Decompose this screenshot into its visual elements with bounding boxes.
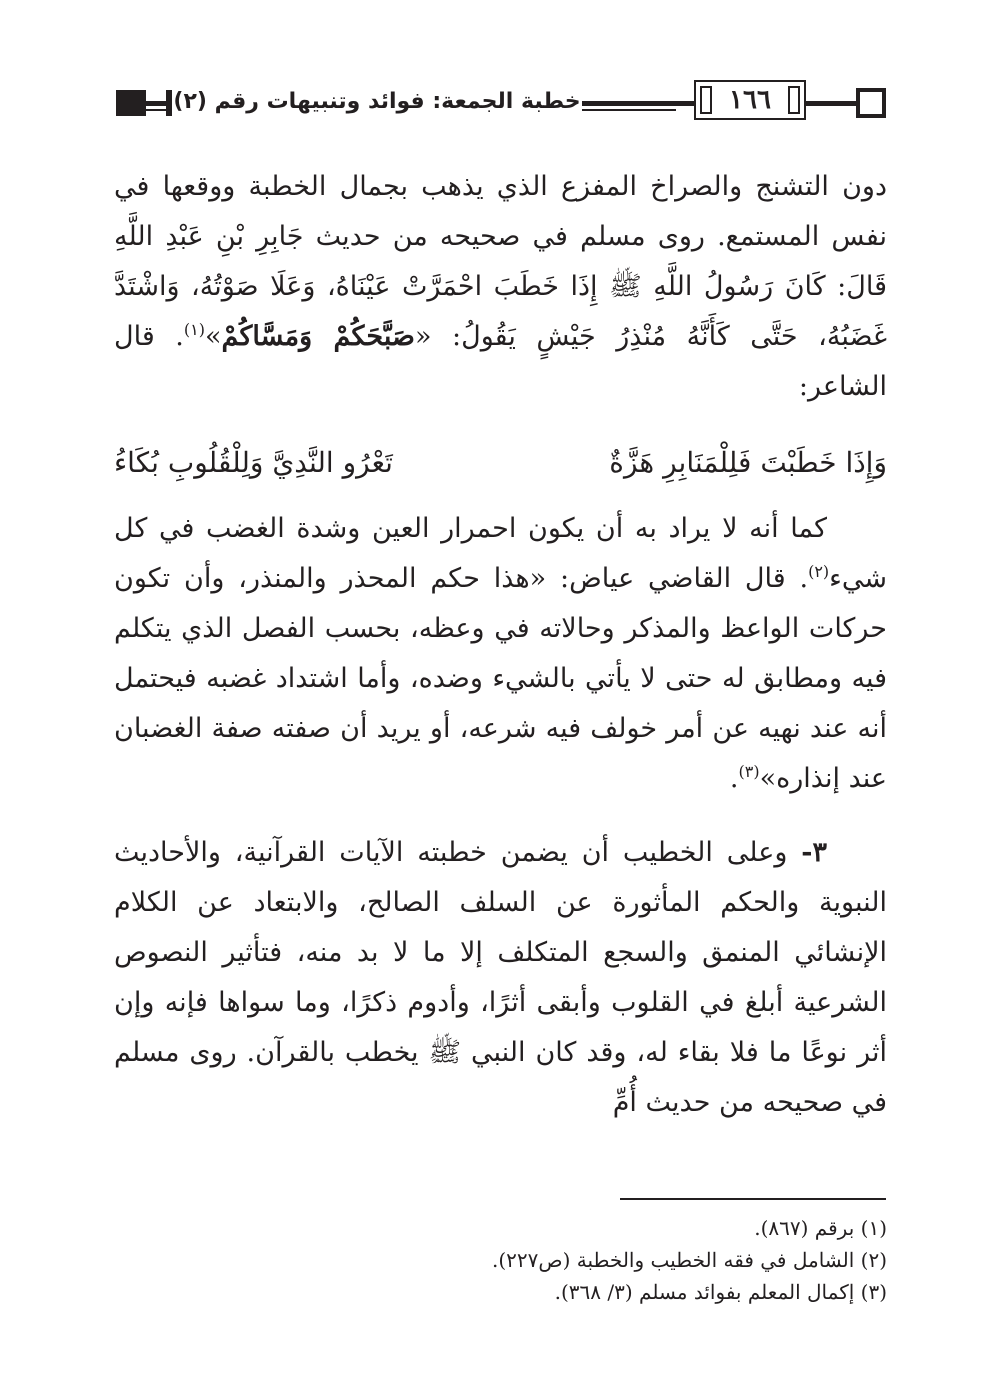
page-header <box>116 78 886 130</box>
footnote-ref[interactable]: (٣) <box>738 762 760 781</box>
page-number: ١٦٦ <box>694 80 806 120</box>
footnote: (٢) الشامل في فقه الخطيب والخطبة (ص٢٢٧). <box>492 1248 887 1272</box>
verse-hemistich-second: تَعْرُو النَّدِيَّ وَلِلْقُلُوبِ بُكَاءُ <box>114 446 393 479</box>
item-number: ٣- <box>801 837 827 868</box>
header-ornament-block <box>116 90 146 116</box>
poem-verse <box>114 438 887 488</box>
header-ornament-square <box>856 88 886 118</box>
running-title: خطبة الجمعة: فوائد وتنبيهات رقم (٢) <box>172 84 582 120</box>
footnote: (٣) إكمال المعلم بفوائد مسلم (٣/ ٣٦٨). <box>554 1280 887 1304</box>
paragraph-text: . <box>729 763 739 794</box>
paragraph <box>114 828 887 1128</box>
verse-hemistich-first: وَإِذَا خَطَبْتَ فَلِلْمَنَابِرِ هَزَّةٌ <box>609 446 887 479</box>
hadith-quote: صَبَّحَكُمْ وَمَسَّاكُمْ <box>221 321 415 352</box>
paragraph <box>114 162 887 412</box>
paragraph-text: دون التشنج والصراخ المفزع الذي يذهب بجمال الخطبة ووقعها في نفس المستمع. روى مسلم في صحيحه من حديث جَابِرِ بْنِ عَبْدِ اللَّهِ قَالَ: كَانَ رَسُولُ اللَّهِ ﷺ إِذَا خَطَبَ احْمَرَّتْ عَيْنَاهُ، وَعَلَا صَوْتُهُ، وَاشْتَدَّ غَضَبُهُ، حَتَّى كَأَنَّهُ مُنْذِرُ جَيْشٍ يَقُولُ: « <box>114 171 888 352</box>
footnote-ref[interactable]: (٢) <box>808 562 830 581</box>
footnotes <box>114 1212 887 1308</box>
footnote: (١) برقم (٨٦٧). <box>754 1216 887 1240</box>
main-text <box>114 162 887 1128</box>
paragraph-text: كما أنه لا يراد به أن يكون احمرار العين وشدة الغضب في كل شيء <box>114 513 887 594</box>
quote-mark: » <box>205 321 222 352</box>
footnote-divider <box>620 1198 886 1200</box>
paragraph-text: . قال الشاعر: <box>114 321 887 402</box>
paragraph-text: وعلى الخطيب أن يضمن خطبته الآيات القرآنية، والأحاديث النبوية والحكم المأثورة عن السلف الصالح، والابتعاد عن الكلام الإنشائي المنمق والسجع المتكلف إلا ما لا بد منه، فتأثير النصوص الشرعية أبلغ في القلوب وأبقى أثرًا، وأدوم ذكرًا، وما سواها فإنه وإن أثر نوعًا ما فلا بقاء له، وقد كان النبي ﷺ يخطب بالقرآن. روى مسلم في صحيحه من حديث أُمِّ <box>114 837 887 1118</box>
paragraph <box>114 504 887 804</box>
paragraph-text: . قال القاضي عياض: «هذا حكم المحذر والمنذر، وأن تكون حركات الواعظ والمذكر وحالاته في وعظه، بحسب الفصل الذي يتكلم فيه ومطابق له حتى لا يأتي بالشيء وضده، وأما اشتداد غضبه فيحتمل أنه عند نهيه عن أمر خولف فيه شرعه، أو يريد أن صفته صفة الغضبان عند إنذاره» <box>114 563 887 794</box>
footnote-ref[interactable]: (١) <box>183 320 205 339</box>
